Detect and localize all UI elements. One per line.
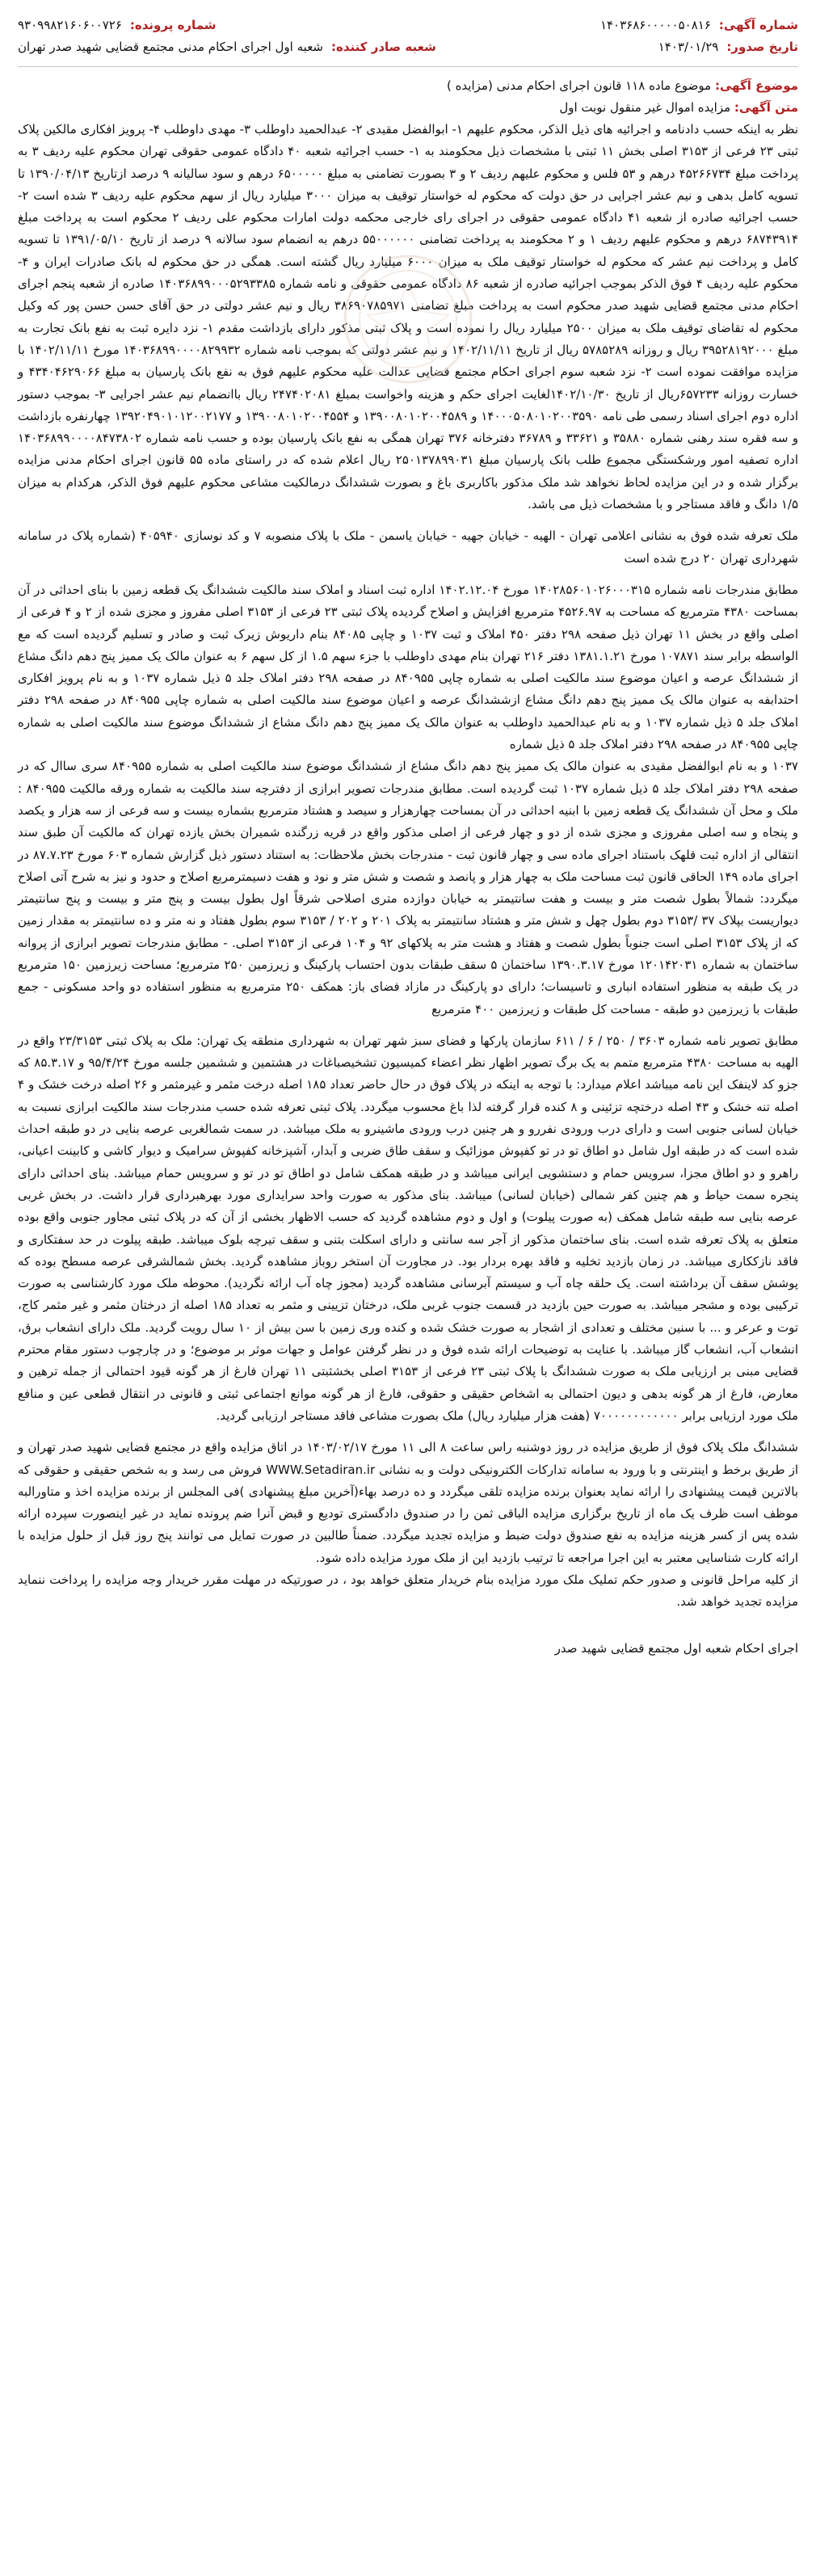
issue-date-label: تاریخ صدور: [726,40,798,54]
body-paragraph: ملک تعرفه شده فوق به نشانی اعلامی تهران - الهیه - خیابان جهیه - خیابان یاسمن - ملک با پلاک منصوبه ۷ و کد نوسازی ۴۰۵۹۴۰ (شماره پلاک در سامانه شهرداری تهران ۲۰ درج شده است [18,528,798,566]
text-label: متن آگهی: [734,100,798,115]
ad-number [600,15,798,36]
body-paragraph: مطابق مندرجات نامه شماره ۱۴۰۲۸۵۶۰۱۰۲۶۰۰۰۳۱۵ مورخ ۱۴۰۲.۱۲.۰۴ اداره ثبت اسناد و املاک سند مالکیت ششدانگ یک قطعه زمین با بنای احداثی در آن بمساحت ۴۳۸۰ مترمربع که مساحت به ۴۵۲۶.۹۷ مترمربع افزایش و اصلاح گردیده پلاک ثبتی ۲۳ فرعی از ۳۱۵۳ اصلی مفروز و مجزی شده از ۲ و ۴ فرعی از اصلی واقع در بخش ۱۱ تهران ذیل صفحه ۲۹۸ دفتر ۴۵۰ املاک و ثبت ۱۰۳۷ و چاپی ۸۴۰۸۵ بنام داریوش زیرک ثبت و صادر و تسلیم گردیده است که مع الواسطه برابر سند ۱۰۷۸۷۱ مورخ ۱۳۸۱.۱.۲۱ دفتر ۲۱۶ تهران بنام مهدی داوطلب با جزء سهم ۱.۵ از کل سهم ۶ به عنوان مالک یک ممیز پنج دهم دانگ مشاع از ششدانگ عرصه و اعیان موضوع سند مالکیت اصلی به شماره چاپی ۸۴۰۹۵۵ در صفحه ۲۹۸ دفتر املاک جلد ۵ ذیل شماره ۱۰۳۷ و به نام پرویز افکاری احتدابفه به عنوان مالک یک ممیز پنج دهم دانگ مشاع ازششدانگ عرصه و اعیان موضوع سند مالکیت اصلی به شماره چاپی ۸۴۰۹۵۵ در صفحه ۲۹۸ دفتر املاک جلد ۵ ذیل شماره ۱۰۳۷ و به نام عبدالحمید داوطلب به عنوان مالک یک ممیز پنج دهم دانگ مشاع از ششدانگ موضوع سند مالکیت اصلی به شماره چاپی ۸۴۰۹۵۵ در صفحه ۲۹۸ دفتر املاک جلد ۵ ذیل شماره [18,582,798,752]
ad-number-label: شماره آگهی: [718,18,798,32]
issuer-label: شعبه صادر کننده: [331,40,436,54]
issue-date-value: ۱۴۰۳/۰۱/۲۹ [658,40,719,54]
ad-number-value: ۱۴۰۳۶۸۶۰۰۰۰۰۵۰۸۱۶ [599,18,711,32]
notice-header [18,15,798,58]
notice-signature: اجرای احکام شعبه اول مجتمع قضایی شهید صدر [554,1640,798,1656]
body-paragraph: از کلیه مراحل قانونی و صدور حکم تملیک ملک مورد مزایده بنام خریدار متعلق خواهد بود ، در صورتیکه در مهلت مقرر خریدار وجه مزایده را پرداخت ننماید مزایده تجدید خواهد شد. [18,1572,798,1610]
notice-body [18,119,798,1614]
issue-date [658,36,798,58]
body-paragraph: نظر به اینکه حسب دادنامه و اجرائیه های ذیل الذکر، محکوم علیهم ۱- ابوالفضل مقیدی ۲- عبدالحمید داوطلب ۳- مهدی داوطلب ۴- پرویز افکاری مالکین پلاک ثبتی ۲۳ فرعی از ۳۱۵۳ اصلی بخش ۱۱ ثبتی با مشخصات ذیل محکومند به ۱- حسب اجرائیه شعبه ۴۰ دادگاه عمومی حقوقی تهران محکوم علیه ردیف ۳ به پرداخت مبلغ ۴۵۲۶۶۷۳۴ درهم و ۵۳ فلس و محکوم علیهم ردیف ۲ و ۳ بصورت تضامنی به مبلغ ۶۵۰۰۰۰۰ درهم و سود سالیانه ۹ درصد ازتاریخ ۱۳۹۰/۰۴/۱۳ تا تسویه کامل بدهی و نیم عشر اجرایی در حق دولت که محکوم له خواستار توقیف به میزان ۳۰۰۰ میلیارد ریال از سهم محکوم علیه ردیف ۳ شده است ۲- حسب اجرائیه صادره از شعبه ۴۱ دادگاه عمومی حقوقی در اجرای رای خارجی محکمه دولت امارات محکوم علی ردیف ۲ محکوم است به پرداخت مبلغ ۶۸۷۴۳۹۱۴ درهم و محکوم علیهم ردیف ۱ و ۲ محکومند به پرداخت تضامنی ۵۵۰۰۰۰۰۰ درهم به انضمام سود سالانه ۹ درصد از تاریخ ۱۳۹۱/۰۵/۱۰ تا تسویه کامل و پرداخت نیم عشر که محکوم له خواستار توقیف ملک به میزان ۶۰۰۰ میلیارد ریال گشته است. همگی در حق محکوم له بانک صادرات ایران و ۴- محکوم علیه ردیف ۴ فوق الذکر بموجب اجرائیه صادره از شعبه ۸۶ دادگاه عمومی حقوقی و نامه شماره ۱۴۰۳۶۸۹۹۰۰۰۵۲۹۳۳۸۵ صادره از شعبه پنجم اجرای احکام مدنی مجتمع قضایی شهید صدر محکوم است به پرداخت مبلغ تضامنی ۳۸۶۹۰۷۸۵۹۷۱ ریال و نیم عشر دولتی در حق آقای حسن حسن پور که وکیل محکوم له تقاضای توقیف ملک به میزان ۲۵۰۰ میلیارد ریال را نموده است و پلاک ثبتی مذکور دارای بازداشت مقدم ۱- نزد دایره ثبت به نفع بانک تجارت به مبلغ ۳۹۵۲۸۱۹۲۰۰۰ ریال و روزانه ۵۷۸۵۲۸۹ ریال از تاریخ ۱۴۰۲/۱۱/۱۱ و نیم عشر دولتی که بموجب نامه شماره ۱۴۰۳۶۸۹۹۰۰۰۰۸۲۹۹۳۲ مورخ ۱۴۰۲/۱۱/۱۱ با مزایده موافقت نموده است ۲- نزد شعبه سوم اجرای احکام مجتمع قضایی عدالت علیه محکوم علیهم فوق به نفع بانک پارسیان به مبلغ ۴۳۴۰۴۶۲۹۰۶۶ و خسارت روزانه ۶۵۷۲۳۳ریال از تاریخ ۱۴۰۲/۱۰/۳۰لغایت اجرای حکم و هزینه واخواست بمبلغ ۲۴۷۴۰۲۰۸۱ ریال باانضمام نیم عشر اجرایی ۳- بموجب دستور اداره دوم اجرای اسناد رسمی طی نامه ۱۴۰۰۰۵۰۸۰۱۰۲۰۰۳۵۹۰ و ۱۳۹۰۰۸۰۱۰۲۰۰۴۵۸۹ و ۱۳۹۰۰۸۰۱۰۲۰۰۴۵۵۴ و ۱۳۹۲۰۴۹۰۱۰۱۲۰۰۲۱۷۷ چهارنفره بازداشت و سه فقره سند رهنی شماره ۳۵۸۸۰ و ۳۳۶۲۱ و ۳۶۷۸۹ دفترخانه ۳۷۶ تهران همگی به نفع بانک پارسیان بوده و حسب نامه شماره ۱۴۰۳۶۸۹۹۰۰۰۰۸۴۷۳۸۰۲ اداره تصفیه امور ورشکستگی مجموع طلب بانک پارسیان مبلغ ۲۵۰۱۳۷۸۹۹۰۳۱ ریال اعلام شده که در راستای ماده ۵۵ قانون اجرای احکام مدنی مزایده برگزار شده و در این مزایده لحاظ نخواهد شد ملک مذکور باکاربری باغ و بصورت ششدانگ درمالکیت مشاعی محکوم علیهم فوق الذکر، هرکدام به میزان ۱/۵ دانگ و فاقد مستاجر و با مشخصات ذیل می باشد. [18,122,799,512]
body-paragraph: ششدانگ ملک پلاک فوق از طریق مزایده در روز دوشنبه راس ساعت ۸ الی ۱۱ مورخ ۱۴۰۳/۰۲/۱۷ در اتاق مزایده واقع در مجتمع قضایی شهید صدر تهران و از طریق برخط و اینترنتی و با ورود به سامانه تدارکات الکترونیکی دولت و به نشانی WWW.Setadiran.ir فروش می رسد و به شخص حقیقی و حقوقی که بالاترین قیمت پیشنهادی را ارائه نماید بعنوان برنده مزایده تلقی میگردد و ده درصد بهاء(آخرین مبلغ پیشنهادی )فی المجلس از برنده مزایده اخذ و متاورالبه موظف است ظرف یک ماه از تاریخ برگزاری مزایده الباقی ثمن را در صندوق دادگستری تودیع و قبض آنرا ضم پرونده نماید در غیر اینصورت سپرده ارائه شده پس از کسر هزینه مزایده به نفع صندوق دولت ضبط و مزایده تجدید میگردد. ضمناً طالبین در صورت تمایل می توانند پنج روز قبل از حلول مزایده با ارائه کارت شناسایی معتبر به این اجرا مراجعه تا ترتیب بازدید این از ملک مورد مزایده داده شود. [18,1440,799,1565]
subject-label: موضوع آگهی: [714,78,798,93]
body-paragraph: ۱۰۳۷ و به نام ابوالفضل مقیدی به عنوان مالک یک ممیز پنج دهم دانگ مشاع از ششدانگ موضوع سند مالکیت اصلی به شماره ۸۴۰۹۵۵ سری ساال که در صفحه ۲۹۸ دفتر املاک جلد ۵ ذیل شماره ۱۰۳۷ ثبت گردیده است. مطابق مندرجات تصویر ابرازی از دفترچه سند مالکیت به شماره ورقه مالکیت ۸۴۰۹۵۵ : ملک و محل آن ششدانگ یک قطعه زمین با ابنیه احداثی در آن بمساحت چهارهزار و سیصد و هشتاد مترمربع بشماره بیست و سه فرعی از سه هزار و یکصد و پنجاه و سه اصلی مفروزی و مجزی شده از دو و چهار فرعی از اصلی مذکور واقع در قریه زرگنده شمیران بخش یازده تهران که مالکیت آن طبق سند انتقالی از اداره ثبت قلهک باستناد اجرای ماده سی و چهار قانون ثبت - مندرجات بخش ملاحظات: به استناد دستور ذیل گزارش شماره ۶۰۳ مورخ ۸۷.۷.۲۳ در اجرای ماده ۱۴۹ الحاقی قانون ثبت مساحت ملک به چهار هزار و پانصد و شصت و شش متر و نود و هفت دسیمترمربع اصلاح و حدود و نیز به شرح آتی اصلاح میگردد: شمالاً بطول شصت متر و بیست و هفت سانتیمتر به خیابان دوازده متری اصلاحی شرقاً اول بطول بیست و پنج متر و بیست و پنج سانتیمتر دیواریست بپلاک ۳۷ /۳۱۵۳ دوم بطول چهل و شش متر و هشتاد سانتیمتر به پلاک ۲۰۱ و ۲۰۲ / ۳۱۵۳ سوم بطول هفتاد و نه متر و ده سانتیمتر به مقدار زمین که از پلاک ۳۱۵۳ اصلی است جنوباً بطول شصت و هفتاد و هشت متر به پلاکهای ۹۲ و ۱۰۴ فرعی از ۳۱۵۳ اصلی. - مطابق مندرجات تصویر ابرازی از پروانه ساختمان به شماره ۱۲۰۱۴۲۰۳۱ مورخ ۱۳۹۰.۳.۱۷ ساختمان ۵ سقف طبقات بدون احتساب پارکینگ و زیرزمین ۲۵۰ مترمربع؛ مساحت زیرزمین ۱۵۰ مترمربع در یک طبقه به منظور استفاده انباری و تاسیسات؛ دارای دو پارکینگ در مازاد فضای باز: همکف ۲۵۰ مترمربع به منظور استفاده دو واحد مسکونی - جمع طبقات با زیرزمین دو طبقه - مساحت کل طبقات و زیرزمین ۴۰۰ مترمربع [18,759,799,1017]
case-number-value: ۹۳۰۹۹۸۲۱۶۰۶۰۰۷۲۶ [18,18,122,32]
case-number [18,15,217,36]
body-paragraph: مطابق تصویر نامه شماره ۳۶۰۳ / ۲۵۰ / ۶ / ۶۱۱ سازمان پارکها و فضای سبز شهر تهران به شهرداری منطقه یک تهران: ملک به پلاک ثبتی ۲۳/۳۱۵۳ واقع در الهیه به مساحت ۴۳۸۰ مترمربع متمم به یک برگ تصویر اظهار نظر اعضاء کمیسیون تشخیصباغات در هشتمین و ششمین جلسه مورخ ۹۵/۴/۲۴ و ۸۵.۳.۱۷ که جزو کد لاینفک این نامه میباشد اعلام میدارد: با توجه به اینکه در پلاک فوق در حال حاضر تعداد ۱۸۵ اصله درخت مثمر و غیرمثمر و ۲۶ اصله درخت خشک و ۴ اصله تنه خشک و ۴۳ اصله درختچه تزئینی و ۸ کنده قرار گرفته لذا باغ محسوب میگردد. پلاک ثبتی تعرفه شده حسب مندرجات سند مالکیت ابرازی نسبت به خیابان لسانی جنوبی است و دارای درب ورودی نفررو و هر چنین درب ورودی ماشینرو به ملک میباشد. در سمت شمالغربی عرصه بنایی در دو طبقه احداث شده است که در طبقه اول شامل دو اطاق تو در تو کفپوش موزائیک و سقف طاق ضربی و آبدار، آشپزخانه کفپوش سرامیک و دیوار کاشی و کابینت اعیانی، راهرو و دو اطاق مجزا، سرویس حمام و دستشویی ایرانی میباشد و در طبقه همکف شامل دو اطاق تو در تو و سرویس حمام میباشد. بنای احداثی دارای پنجره سمت حیاط و هم چنین کفر شمالی (خیابان لسانی) میباشد. بنای مذکور به صورت واحد سرایداری مورد بهرهبرداری قرار داشت. در بخش غربی عرصه بنایی سه طبقه شامل همکف (به صورت پیلوت) و اول و دوم مشاهده گردید که حسب الاظهار بخشی از آن که در پلاک ثبتی مجاور جنوبی واقع بوده متعلق به پلاک تعرفه شده است. بنای ساختمان مذکور از آجر سه سانتی و دارای اسکلت بتنی و سقف تیرچه بلوک میباشد. طبقه پیلوت در حد سفتکاری و فاقد نازککاری میباشد. در زمان بازدید تخلیه و فاقد بهره بردار بود. در مجاورت آن استخر روباز مشاهده گردید. بخش شمالشرقی عرصه مسطح بوده که پوشش سقف آن برداشته است. یک حلقه چاه آب و سیستم آبرسانی مشاهده گردید (مجوز چاه آب ارائه نگردید). محوطه ملک مورد کارشناسی به صورت ترکیبی بوده و مشجر میباشد. به صورت حین بازدید در قسمت جنوب غربی ملک، درختان تزیینی و مثمر به تعداد ۱۸۵ اصله از درختان مثمر و غیر مثمر کاج، توت و عرعر و ... با سنین مختلف و تعدادی از اشجار به صورت خشک شده و کنده وری زمین با سن بیش از ۱۰ سال رویت گردید. ملک دارای انشعاب برق، انشعاب آب، انشعاب گاز میباشد. با عنایت به توضیحات ارائه شده فوق و در نظر گرفتن عوامل و جهات موثر بر موضوع؛ و در چارچوب دستور مقام محترم قضایی مبنی بر ارزیابی ملک به صورت ششدانگ با پلاک ثبتی ۲۳ فرعی از ۳۱۵۳ اصلی بخشثبتی ۱۱ تهران فارغ از هر گونه قیود احتمالی از جمله ترهین و معارض، فارغ از هر گونه بدهی و دیون احتمالی به اشخاص حقیقی و حقوقی، فارغ از هر گونه موانع اجتماعی ثبتی و قانونی در انتقال قطعی عین و منافع ملک مورد ارزیابی برابر ۷۰۰۰۰۰۰۰۰۰۰۰۰ (هفت هزار میلیارد ریال) ملک بصورت مشاعی فاقد مستاجر ارزیابی گردید. [18,1033,799,1423]
notice-subject [18,75,798,97]
text-value: مزایده اموال غیر منقول نوبت اول [559,100,731,115]
notice-text-title [18,97,798,119]
header-divider [18,66,798,67]
issuer-value: شعبه اول اجرای احکام مدنی مجتمع قضایی شهید صدر تهران [18,40,323,54]
case-number-label: شماره پرونده: [129,18,217,32]
issuer [18,36,436,58]
header-row-1 [18,15,798,36]
subject-value: موضوع ماده ۱۱۸ قانون اجرای احکام مدنی (مزایده ) [446,78,712,93]
header-row-2 [18,36,798,58]
